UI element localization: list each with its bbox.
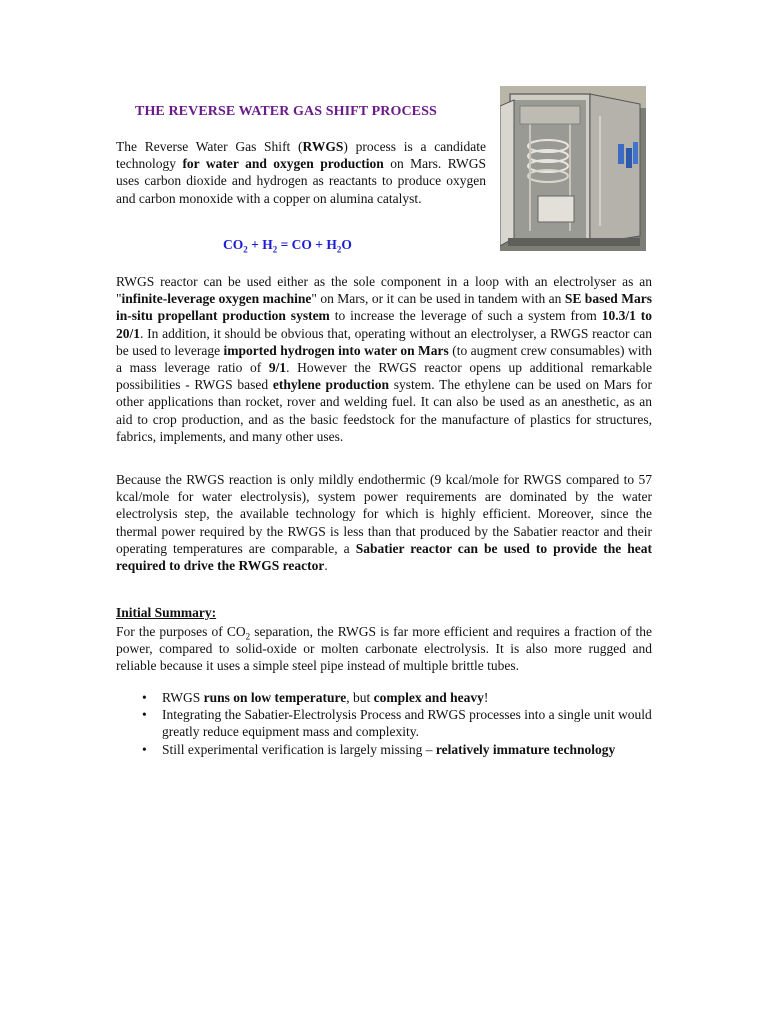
b1-bold-1: runs on low temperature (203, 690, 347, 705)
intro-text-1: The Reverse Water Gas Shift ( (116, 139, 303, 154)
bullet-item-low-temperature (116, 689, 652, 706)
paragraph-endothermic (116, 471, 652, 574)
p2-bold-5: 9/1 (268, 360, 287, 376)
p2-bold-4: imported hydrogen into water on Mars (223, 342, 449, 358)
eq-o: O (341, 237, 352, 252)
eq-co: CO (223, 237, 244, 252)
bullet-item-experimental (116, 741, 652, 758)
p4-text-1: For the purposes of CO (116, 624, 246, 639)
rwgs-apparatus-photo (500, 86, 646, 251)
p3-text-1: Because the RWGS reaction is only mildly endothermic (9 kcal/mole for RWGS compared to 57 kcal/mole for water electrolysis), system power requirements are dominated by the water electrolysis step, the available technology for which is highly efficient. Moreover, since the thermal power required by the RWGS is less than that produced by the Sabatier reactor and their operating temperatures are comparable, a (116, 472, 652, 556)
b1-bold-2: complex and heavy (373, 690, 484, 705)
p2-text-1: RWGS reactor can be used either as the sole component in a loop with an electrolyser as an " (116, 274, 652, 307)
p2-text-5: (to augment crew consumables) with a mass leverage ratio of (116, 342, 652, 376)
b2-text-1: Integrating the Sabatier-Electrolysis Process and RWGS processes into a single unit would greatly reduce equipment mass and complexity. (162, 707, 652, 740)
p2-text-7: system. The ethylene can be used on Mars for other applications than rocket, rover and welding fuel. It can also be used as an anesthetic, as an aid to crop production, and as the basic feedstock for the manufacture of plastics for structures, fabrics, implements, and many other uses. (116, 377, 652, 444)
paragraph-reactor-uses (116, 273, 652, 445)
p2-bold-3: 10.3/1 to 20/1 (116, 308, 652, 341)
p3-text-2: . (324, 558, 328, 574)
p2-bold-6: ethylene production (272, 377, 390, 393)
intro-bold-production: for water and oxygen production (182, 156, 384, 172)
bullet-item-integrating (116, 706, 652, 740)
bullet-icon: • (142, 690, 147, 705)
eq-plus-h: + H (247, 237, 273, 252)
intro-paragraph (116, 138, 486, 207)
p2-bold-2: SE based Mars in-situ propellant production system (116, 291, 653, 324)
b3-text-1: Still experimental verification is largely missing – (162, 741, 436, 757)
b3-bold-1: relatively immature technology (435, 741, 616, 757)
b1-text-1: RWGS (162, 690, 204, 705)
p2-text-2: " on Mars, or it can be used in tandem with an (311, 291, 565, 307)
paragraph-summary (116, 623, 652, 675)
bullet-icon: • (142, 707, 147, 723)
bullet-icon: • (142, 741, 147, 757)
eq-equals: = CO + H (277, 237, 337, 252)
summary-heading: Initial Summary: (116, 605, 217, 620)
eq-sub-3: 2 (336, 244, 342, 255)
p2-text-3: to increase the leverage of such a system from (329, 308, 602, 324)
intro-text-3: on Mars. RWGS uses carbon dioxide and hydrogen as reactants to produce oxygen and carbon monoxide with a copper on alumina catalyst. (116, 156, 486, 206)
b1-text-3: ! (483, 690, 489, 705)
p3-bold-1: Sabatier reactor can be used to provide the heat required to drive the RWGS reactor (116, 540, 652, 574)
intro-text-2: ) process is a candidate technology (116, 139, 486, 172)
eq-sub-1: 2 (243, 244, 248, 255)
document-title: THE REVERSE WATER GAS SHIFT PROCESS (135, 104, 437, 119)
intro-bold-rwgs: RWGS (302, 139, 344, 154)
b1-text-2: , but (346, 690, 374, 705)
reaction-equation (223, 237, 352, 253)
p4-text-2: separation, the RWGS is far more efficient and requires a fraction of the power, compared to solid-oxide or molten carbonate electrolysis. It is also more rugged and reliable because it uses a simple steel pipe instead of multiple brittle tubes. (116, 624, 653, 674)
p2-text-6: . However the RWGS reactor opens up additional remarkable possibilities - RWGS based (116, 360, 652, 393)
p2-bold-1: infinite-leverage oxygen machine (121, 291, 312, 307)
summary-bullet-list (116, 689, 652, 758)
p4-sub: 2 (245, 631, 251, 642)
p2-text-4: . In addition, it should be obvious that, operating without an electrolyser, a RWGS reactor can be used to leverage (116, 325, 652, 358)
eq-sub-2: 2 (272, 244, 278, 255)
